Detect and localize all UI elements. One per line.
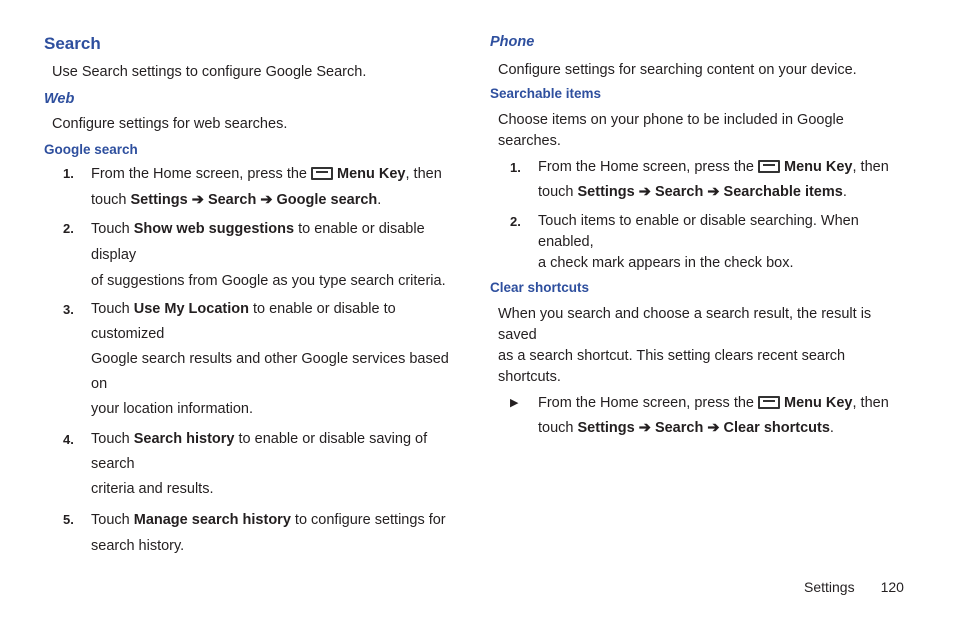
step-3: 3. Touch Use My Location to enable or disable to customized Google search results and other Google services based on your location information. [44,297,456,422]
left-column [44,34,456,559]
footer-section-name: Settings [804,579,855,595]
menu-key-icon [758,396,780,409]
step-number: 4. [63,432,74,447]
search-intro: Use Search settings to configure Google Search. [52,64,367,80]
menu-key-icon [311,167,333,180]
searchable-description: Choose items on your phone to be included in Google searches. [498,112,844,149]
arrow-icon: ➔ [191,192,204,208]
step-number: 1. [63,166,74,181]
step-2: 2. Touch Show web suggestions to enable or disable display of suggestions from Google as you type search criteria. [44,216,456,294]
searchable-step-1: 1. From the Home screen, press the Menu Key, then touch Settings ➔ Search ➔ Searchable items. [490,155,910,205]
clear-description-line-1: When you search and choose a search result, the result is saved [498,306,872,343]
step-number: 2. [510,214,521,229]
subsection-title-clear-shortcuts: Clear shortcuts [490,280,590,295]
step-5: 5. Touch Manage search history to configure settings for search history. [44,507,456,559]
step-number: 2. [63,221,74,236]
step-4: 4. Touch Search history to enable or disable saving of search criteria and results. [44,427,456,502]
clear-shortcuts-step: ▶ From the Home screen, press the Menu Key, then touch Settings ➔ Search ➔ Clear shortcuts. [490,391,910,441]
right-column [490,34,910,441]
subsection-title-google-search: Google search [44,142,138,157]
subsection-title-web: Web [44,91,75,107]
arrow-icon: ➔ [260,192,273,208]
step-number: 1. [510,160,521,175]
searchable-step-2: 2. Touch items to enable or disable searching. When enabled, a check mark appears in the check box. [510,213,859,271]
google-search-steps [44,161,456,559]
phone-description: Configure settings for searching content on your device. [498,62,857,78]
menu-key-icon [758,160,780,173]
arrow-icon: ➔ [638,420,651,436]
step-number: 5. [63,512,74,527]
subsection-title-searchable-items: Searchable items [490,86,602,101]
arrow-icon: ➔ [707,420,720,436]
step-number: 3. [63,302,74,317]
section-title-search: Search [44,34,101,53]
arrow-icon: ➔ [707,184,720,200]
subsection-title-phone: Phone [490,34,535,50]
arrow-icon: ➔ [638,184,651,200]
clear-description-line-2: as a search shortcut. This setting clears recent search shortcuts. [498,348,846,385]
page-number: 120 [880,579,904,595]
page-footer [804,579,904,595]
triangle-bullet-icon: ▶ [510,397,519,409]
web-description: Configure settings for web searches. [52,116,288,132]
step-1: 1. From the Home screen, press the Menu Key, then touch Settings ➔ Search ➔ Google search. [44,161,456,213]
